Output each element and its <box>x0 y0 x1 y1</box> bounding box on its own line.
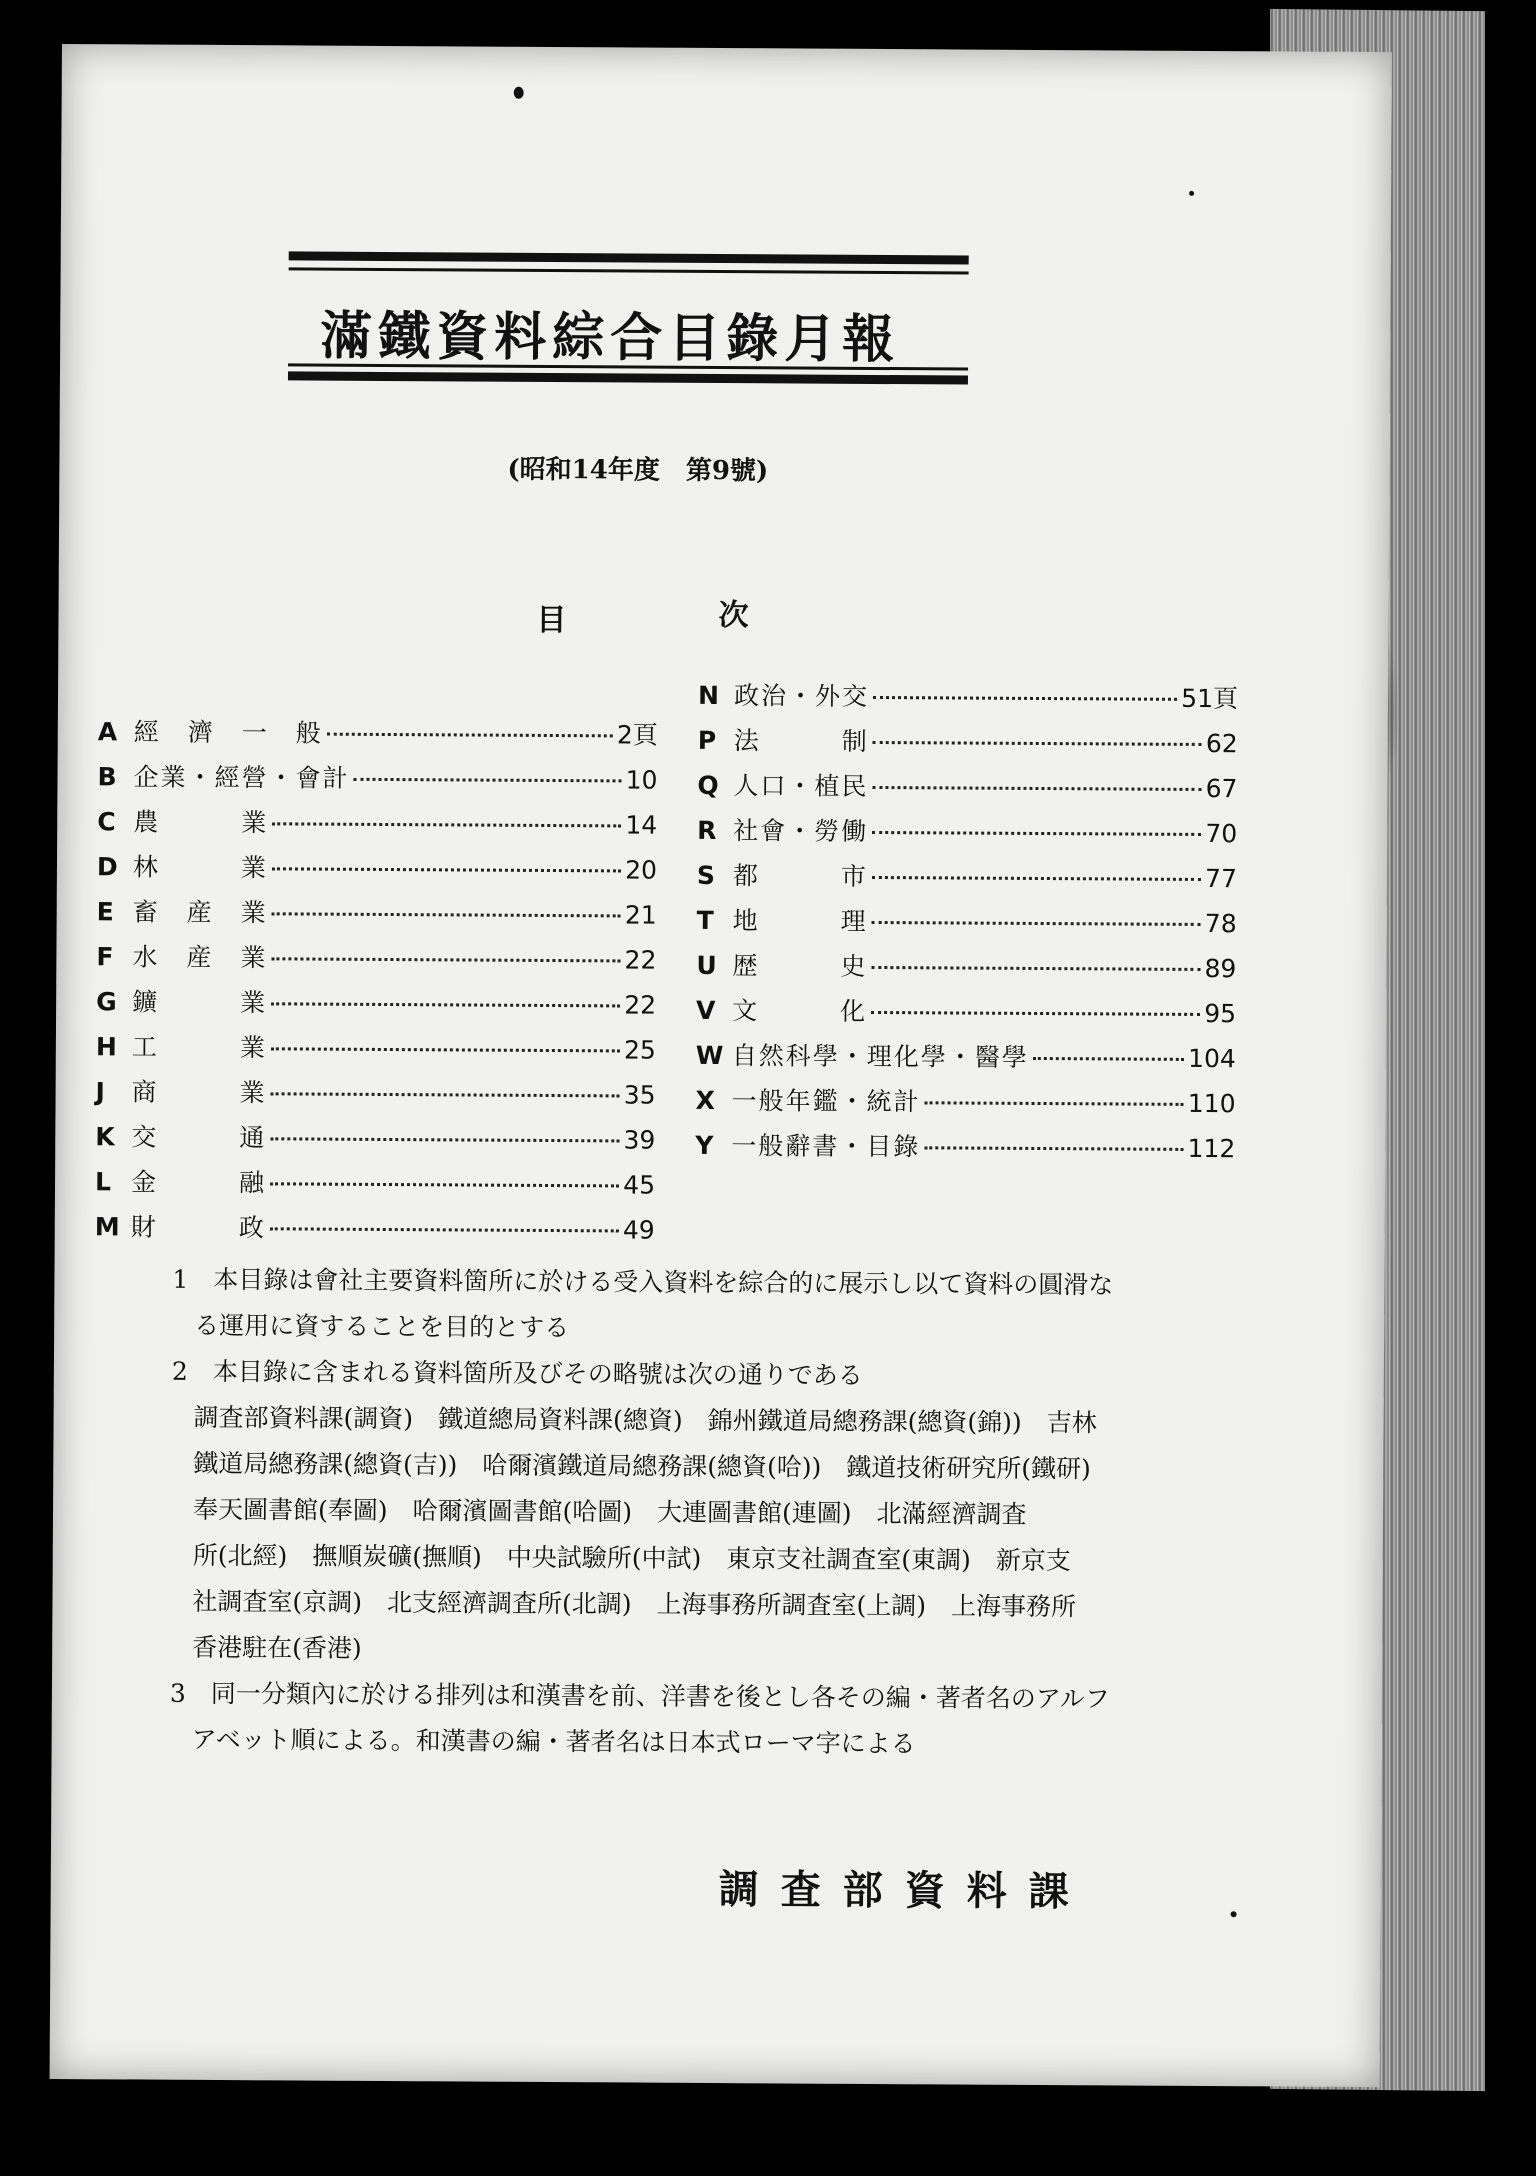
toc-entry <box>95 1072 655 1111</box>
toc-leader-dots <box>270 1182 619 1187</box>
toc-entry-page: 78 <box>1204 908 1237 939</box>
toc-entry-page: 89 <box>1204 953 1237 984</box>
notes-section <box>170 1257 1183 1769</box>
toc-entry-letter: R <box>697 815 717 846</box>
toc-entry <box>695 1081 1235 1120</box>
note-line: 2 本目錄に含まれる資料箇所及びその略號は次の通りである <box>171 1356 863 1390</box>
toc-entry-letter: B <box>97 762 117 792</box>
toc-leader-dots <box>925 1101 1184 1106</box>
toc-entry <box>696 1036 1236 1075</box>
toc-entry <box>95 1162 655 1201</box>
toc-entry-label: 法 制 <box>733 726 869 756</box>
document-page <box>50 44 1392 2087</box>
toc-entry-letter: H <box>95 1032 117 1062</box>
toc-entry-letter: T <box>696 905 714 935</box>
toc-entry-label: 地 理 <box>732 906 868 936</box>
note-line: 調査部資料課(調資) 鐵道總局資料課(總資) 錦州鐵道局總務課(總資(錦)) 吉林 <box>193 1402 1097 1438</box>
contents-label-right: 次 <box>718 598 749 634</box>
toc-entry-page: 49 <box>622 1215 655 1245</box>
title-rule-bottom <box>288 371 968 384</box>
toc-entry-page: 95 <box>1204 998 1237 1029</box>
toc-leader-dots <box>270 1227 619 1232</box>
note-line: 鐵道局總務課(總資(吉)) 哈爾濱鐵道局總務課(總資(哈)) 鐵道技術研究所(鐵研) <box>193 1448 1091 1484</box>
toc-entry-page: 112 <box>1187 1133 1236 1164</box>
toc-entry-label: 都 市 <box>732 861 869 891</box>
toc-entry <box>697 856 1237 895</box>
toc-entry-label: 鑛 業 <box>132 987 268 1018</box>
toc-entry <box>95 1117 655 1156</box>
toc-leader-dots <box>872 876 1201 881</box>
toc-leader-dots <box>873 696 1177 701</box>
note-line: 香港駐在(香港) <box>192 1632 362 1663</box>
toc-entry <box>697 811 1237 850</box>
toc-entry-letter: S <box>696 860 716 891</box>
toc-entry <box>97 757 657 796</box>
note-line: 社調査室(京調) 北支經濟調査所(北調) 上海事務所調査室(上調) 上海事務所 <box>192 1586 1077 1622</box>
toc-entry-letter: G <box>96 987 117 1017</box>
toc-entry-letter: A <box>97 717 118 747</box>
toc-entry-page: 21 <box>624 900 657 930</box>
toc-entry <box>96 982 656 1021</box>
toc-entry-label: 工 業 <box>131 1032 267 1063</box>
toc-leader-dots <box>272 912 621 917</box>
note-line: る運用に資することを目的とする <box>194 1310 570 1343</box>
toc-entry <box>97 892 657 931</box>
toc-entry-letter: P <box>697 725 717 756</box>
toc-entry-label: 歴 史 <box>732 951 868 981</box>
toc-leader-dots <box>272 822 621 827</box>
toc-entry-page: 67 <box>1205 774 1238 804</box>
note-line: 所(北經) 撫順炭礦(撫順) 中央試驗所(中試) 東京支社調査室(東調) 新京支 <box>192 1540 1071 1576</box>
toc-entry-page: 77 <box>1205 863 1238 894</box>
toc-entry-page: 2頁 <box>616 720 658 750</box>
toc-entry <box>96 1027 656 1066</box>
toc-leader-dots <box>924 1146 1183 1151</box>
toc-entry-label: 林 業 <box>132 852 269 883</box>
title-rule-top-thin <box>289 267 969 274</box>
toc-entry-page: 22 <box>624 945 657 975</box>
issue-subtitle: (昭和14年度 第9號) <box>507 454 769 487</box>
toc-entry-letter: U <box>696 950 717 981</box>
toc-entry-page: 51頁 <box>1181 683 1239 714</box>
toc-entry <box>96 937 656 976</box>
toc-entry-label: 農 業 <box>133 807 269 838</box>
toc-entry-label: 一般年鑑・統計 <box>731 1086 921 1117</box>
toc-entry-page: 62 <box>1205 729 1238 759</box>
toc-leader-dots <box>327 733 613 738</box>
toc-entry-page: 20 <box>625 855 658 885</box>
toc-entry-label: 交 通 <box>131 1122 267 1153</box>
toc-entry-letter: M <box>94 1212 120 1242</box>
toc-entry <box>97 847 657 886</box>
toc-entry <box>698 676 1238 715</box>
toc-entry-letter: W <box>695 1040 724 1071</box>
toc-leader-dots <box>270 1137 619 1142</box>
toc-entry-label: 一般辭書・目錄 <box>731 1131 921 1162</box>
ink-speck <box>1189 191 1194 196</box>
toc-entry <box>95 1207 655 1246</box>
toc-entry-letter: E <box>96 897 114 927</box>
toc-entry <box>698 721 1238 760</box>
toc-leader-dots <box>354 778 622 783</box>
toc-entry <box>697 766 1237 805</box>
toc-entry-page: 39 <box>623 1125 656 1155</box>
toc-entry-label: 商 業 <box>131 1077 267 1108</box>
toc-entry-letter: F <box>96 942 114 972</box>
toc-entry-label: 企業・經營・會計 <box>133 762 350 793</box>
toc-entry-label: 人口・植民 <box>733 771 869 801</box>
toc-entry-letter: C <box>97 807 116 837</box>
toc-entry-letter: N <box>697 680 720 711</box>
toc-entry <box>697 901 1237 940</box>
toc-leader-dots <box>271 957 620 962</box>
toc-entry-letter: L <box>94 1167 112 1197</box>
note-line: 1 本目錄は會社主要資料箇所に於ける受入資料を綜合的に展示し以て資料の圓滑な <box>172 1264 1114 1300</box>
toc-leader-dots <box>871 1011 1200 1016</box>
toc-entry-label: 金 融 <box>130 1167 267 1198</box>
toc-leader-dots <box>873 741 1202 746</box>
note-line: 3 同一分類內に於ける排列は和漢書を前、洋書を後とし各その編・著者名のアルフ <box>169 1678 1110 1714</box>
issuing-department: 調査部資料課 <box>718 1866 1091 1916</box>
toc-entry-page: 22 <box>624 990 657 1020</box>
toc-entry-label: 經 濟 一 般 <box>133 717 323 748</box>
toc-entry-page: 25 <box>623 1035 656 1065</box>
toc-entry-label: 社會・勞働 <box>733 816 869 846</box>
toc-entry-letter: K <box>95 1122 115 1152</box>
note-line: 奉天圖書館(奉圖) 哈爾濱圖書館(哈圖) 大連圖書館(連圖) 北滿經濟調査 <box>192 1494 1027 1529</box>
toc-entry-page: 45 <box>623 1170 656 1200</box>
toc-entry-label: 文 化 <box>732 996 868 1026</box>
toc-entry <box>695 1126 1235 1165</box>
toc-leader-dots <box>871 966 1200 971</box>
toc-entry-letter: V <box>696 995 716 1026</box>
toc-entry-letter: X <box>695 1085 715 1116</box>
toc-entry-letter: J <box>95 1077 106 1107</box>
toc-entry-label: 自然科學・理化學・醫學 <box>731 1041 1029 1072</box>
title-rule-top <box>289 251 969 264</box>
toc-entry-label: 水 産 業 <box>132 942 268 973</box>
toc-entry-letter: D <box>96 852 118 882</box>
toc-leader-dots <box>1033 1057 1184 1061</box>
toc-entry-page: 110 <box>1187 1088 1236 1119</box>
toc-entry-label: 財 政 <box>130 1212 266 1243</box>
toc-entry-page: 104 <box>1188 1043 1236 1074</box>
toc-leader-dots <box>872 921 1201 926</box>
toc-leader-dots <box>271 1047 620 1052</box>
toc-entry-page: 35 <box>623 1080 656 1110</box>
toc-leader-dots <box>872 831 1201 836</box>
toc-leader-dots <box>271 1002 620 1007</box>
toc-entry <box>696 991 1236 1030</box>
ink-speck <box>1231 1911 1237 1917</box>
toc-entry <box>696 946 1236 985</box>
toc-entry-letter: Q <box>697 770 719 801</box>
note-line: アベット順による。和漢書の編・著者名は日本式ローマ字による <box>191 1724 916 1759</box>
toc-leader-dots <box>271 1092 620 1097</box>
toc-entry-page: 70 <box>1205 818 1238 849</box>
toc-leader-dots <box>272 867 621 872</box>
ink-speck <box>514 87 524 99</box>
toc-entry-letter: Y <box>695 1130 714 1160</box>
toc-entry <box>98 712 658 751</box>
toc-entry-label: 政治・外交 <box>733 681 870 711</box>
contents-label-left: 目 <box>536 602 567 639</box>
toc-entry <box>97 802 657 841</box>
toc-leader-dots <box>872 786 1201 791</box>
toc-entry-page: 14 <box>625 810 658 840</box>
toc-entry-label: 畜 産 業 <box>132 897 268 928</box>
document-title: 滿鐵資料綜合目錄月報 <box>320 306 901 371</box>
toc-entry-page: 10 <box>625 765 658 795</box>
